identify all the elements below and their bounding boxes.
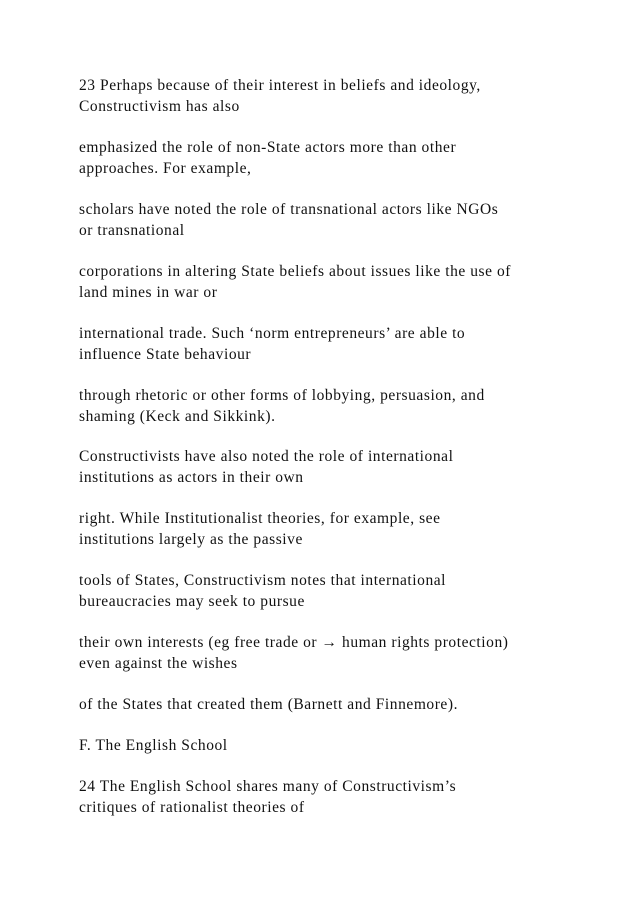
paragraph-2 [79, 137, 579, 179]
paragraph-3 [79, 199, 579, 241]
paragraph-7 [79, 446, 579, 488]
paragraph-12 [79, 776, 579, 818]
text-line: institutions largely as the passive [79, 531, 303, 548]
text-line: right. While Institutionalist theories, for example, see [79, 510, 441, 527]
text-line: institutions as actors in their own [79, 469, 304, 486]
text-line: international trade. Such ‘norm entrepreneurs’ are able to [79, 325, 466, 342]
text-line: land mines in war or [79, 284, 218, 301]
text-line: scholars have noted the role of transnational actors like NGOs [79, 201, 499, 218]
paragraph-6 [79, 385, 579, 427]
text-line: emphasized the role of non-State actors more than other [79, 139, 457, 156]
paragraph-4 [79, 261, 579, 303]
text-line: through rhetoric or other forms of lobbying, persuasion, and [79, 387, 485, 404]
text-line: of the States that created them (Barnett and Finnemore). [79, 696, 458, 713]
text-line: influence State behaviour [79, 346, 252, 363]
text-line: their own interests (eg free trade or → human rights protection) [79, 634, 509, 651]
text-line: 23 Perhaps because of their interest in beliefs and ideology, [79, 77, 481, 94]
paragraph-9 [79, 570, 579, 612]
text-line: critiques of rationalist theories of [79, 799, 305, 816]
text-line: Constructivists have also noted the role of international [79, 448, 454, 465]
paragraph-11 [79, 694, 579, 715]
paragraph-1 [79, 75, 579, 117]
text-line: F. The English School [79, 737, 228, 754]
text-line: even against the wishes [79, 655, 238, 672]
section-heading [79, 735, 579, 756]
paragraph-8 [79, 508, 579, 550]
text-line: shaming (Keck and Sikkink). [79, 408, 276, 425]
text-line: or transnational [79, 222, 185, 239]
text-line: tools of States, Constructivism notes that international [79, 572, 447, 589]
text-line: approaches. For example, [79, 160, 252, 177]
text-line: corporations in altering State beliefs about issues like the use of [79, 263, 512, 280]
text-line: 24 The English School shares many of Constructivism’s [79, 778, 457, 795]
text-line: Constructivism has also [79, 98, 240, 115]
paragraph-5 [79, 323, 579, 365]
text-line: bureaucracies may seek to pursue [79, 593, 305, 610]
paragraph-10 [79, 632, 579, 674]
